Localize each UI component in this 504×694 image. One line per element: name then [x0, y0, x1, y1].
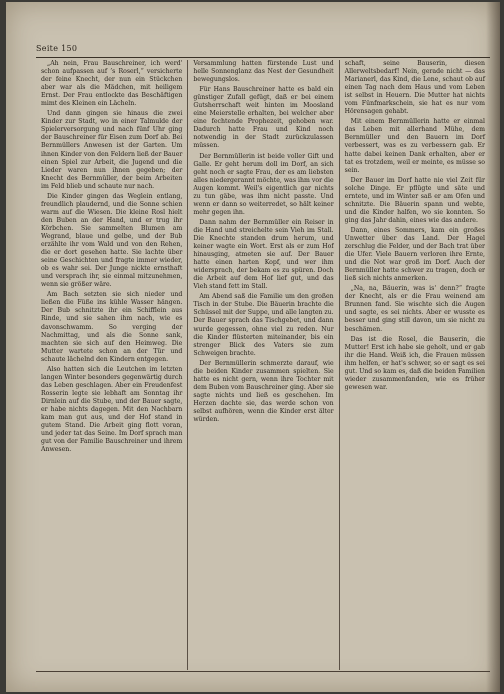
- paragraph: Am Bach setzten sie sich nieder und ließen die Füße ins kühle Wasser hängen. Der Bub schnitzte ihr ein Schifflein aus Rinde, und sie sahen ihm nach, wie es davonschwamm. So verging der Nachmittag, und als die Sonne sank, machten sie sich auf den Heimweg. Die Mutter wartete schon an der Tür und schaute lächelnd den Kindern entgegen.: [41, 291, 183, 363]
- paragraph: Für Hans Bauschreiner hatte es bald ein günstiger Zufall gefügt, daß er bei einem Gutsherrschaft weit hinten im Moosland eine Meierstelle erhalten, bei welcher aber eine fechtende Prophezeit, gehoben war. Dadurch hatte Frau und Kind noch notwendig in der Stadt zurückzulassen müssen.: [193, 86, 334, 150]
- paragraph: schaft, seine Bauserin, diesen Allerweltsbedarf! Nein, gerade nicht — das Marianerl, das Kind, die Lene, schaut ob auf einen Tag nach dem Haus und vom Leben ist selbst in Heuern. Die Mutter hat nichts vom Fünfmarkschein, sie hat es nur vom Hörensagen gehabt.: [344, 60, 485, 116]
- column-2: [187, 60, 338, 670]
- column-1: [36, 60, 187, 670]
- text-columns: [36, 60, 490, 670]
- paragraph: Der Bauer im Dorf hatte nie viel Zeit für solche Dinge. Er pflügte und säte und erntete, und im Winter saß er am Ofen und schnitzte. Die Bäuerin spann und webte, und die Kinder halfen, wo sie konnten. So ging das Jahr dahin, eines wie das andere.: [344, 176, 485, 224]
- header-rule: [36, 57, 490, 58]
- bottom-rule: [36, 671, 490, 672]
- page-header: [36, 44, 490, 56]
- paragraph: Dann nahm der Bernmüller ein Reiser in die Hand und streichelte sein Vieh im Stall. Die Knechte standen drum herum, und keiner wagte ein Wort. Erst als er zum Hof hinausging, atmeten sie auf. Der Bauer hatte einen harten Kopf, und wer ihm widersprach, der bekam es zu spüren. Doch die Arbeit auf dem Hof lief gut, und das Vieh stand fett im Stall.: [193, 218, 334, 291]
- paragraph: Der Bernmüllerin schmerzte darauf, wie die beiden Kinder zusammen spielten. Sie hatte es nicht gern, wenn ihre Tochter mit dem Buben vom Bauschreiner ging. Aber sie sagte nichts und ließ es geschehen. Im Herzen dachte sie, das werde schon von selbst aufhören, wenn die Kinder erst älter würden.: [193, 359, 334, 424]
- paragraph: Versammlung hatten fürstende Lust und helle Sonnenglanz das Nest der Gesundheit bewegungslos.: [193, 60, 334, 84]
- paragraph: Also hatten sich die Leutchen im letzten langen Winter besonders gegenwärtig durch das Leben geschlagen. Aber ein Freudenfest Rosserin legte sie lebhaft am Sonntag ihr Dirnlein auf die Stube, und der Bauer sagte, er habe nichts dagegen. Mit den Nachbarn kam man gut aus, und der Hof stand in gutem Stand. Die Arbeit ging flott voran, und jeder tat das Seine. Im Dorf sprach man gut von der Familie Bauschreiner und ihrem Anwesen.: [41, 365, 183, 454]
- paragraph: Der Bernmüllerin ist beide voller Gift und Galle. Er geht herum doll im Dorf, an sich geht noch er sagte Frau, der es am liebsten alles niedergerannt möchte, was ihm vor die Augen kommt. Weil's eigentlich gar nichts zu tun gäbe, was ihm nicht passte. Und wenn er dann so weiterredet, so hält keiner mehr gegen ihn.: [193, 152, 334, 216]
- paragraph: Am Abend saß die Familie um den großen Tisch in der Stube. Die Bäuerin brachte die Schüssel mit der Suppe, und alle langten zu. Der Bauer sprach das Tischgebet, und dann wurde gegessen, ohne viel zu reden. Nur die Kinder flüsterten miteinander, bis ein strenger Blick des Vaters sie zum Schweigen brachte.: [193, 293, 334, 357]
- column-3: [339, 60, 490, 670]
- page-number: Seite 150: [36, 44, 78, 53]
- paragraph: Die Kinder gingen das Weglein entlang, freundlich plaudernd, und die Sonne schien warm auf die Wiesen. Die kleine Rosl hielt den Buben an der Hand, und er trug ihr Körbchen. Sie sammelten Blumen am Wegrand, blaue und gelbe, und der Bub erzählte ihr vom Wald und von den Rehen, die er dort gesehen hatte. Sie lachte über seine Geschichten und fragte immer wieder, ob es wahr sei. Der Junge nickte ernsthaft und versprach ihr, sie einmal mitzunehmen, wenn sie größer wäre.: [41, 192, 183, 289]
- paragraph: Mit einem Bernmüllerin hatte er einmal das Leben mit allerhand Mühe, dem Bernmüller und den Bauern im Dorf verbessert, was es zu verbessern gab. Er hatte dabei keinen Dank erhalten, aber er tat es trotzdem, weil er meinte, es müsse so sein.: [344, 118, 485, 174]
- paragraph: „Na, na, Bäuerin, was is' denn?“ fragte der Knecht, als er die Frau weinend am Brunnen fand. Sie wischte sich die Augen und sagte, es sei nichts. Aber er wusste es besser und ging still davon, um sie nicht zu beschämen.: [344, 285, 485, 333]
- paragraph: Das ist die Rosel, die Bauserin, die Mutter! Erst ich habe sie geholt, und er gab ihr die Hand. Weiß ich, die Frauen müssen ihm helfen, er hat's schwer, so er sagt es sei gut. Und so kam es, daß die beiden Familien wieder zusammenfanden, wie es früher gewesen war.: [344, 335, 485, 391]
- paragraph: Und dann gingen sie hinaus die zwei Kinder zur Stadt, wo in einer Talmulde der Spielerversorgung und nach fünf Uhr ging der Bauschreiner für Eisen zum Dorf ab. Bei Bernmüllers Anwesen ist der Garten. Um ihnen Kinder von den Feldern ließ der Bauer einen Spiel zur Arbeit, die Jugend und die Lieder waren nun ihnen gegeben; der Knecht des Bernmüller, der beim Arbeiten im Feld blieb und schaute nur nach.: [41, 110, 183, 190]
- paragraph: „Ah nein, Frau Bauschreiner, ich werd' schon aufpassen auf ’s Roserl,“ versicherte der feine Knecht, der nun ein Stückchen aber war als die Mädchen, mit heiligem Ernst. Der Frau entlockte das Beschäftigen mimt des Kleinen ein Lächeln.: [41, 60, 183, 108]
- paragraph: Dann, eines Sommers, kam ein großes Unwetter über das Land. Der Hagel zerschlug die Felder, und der Bach trat über die Ufer. Viele Bauern verloren ihre Ernte, und die Not war groß im Dorf. Auch der Bernmüller hatte schwer zu tragen, doch er ließ sich nichts anmerken.: [344, 226, 485, 283]
- newspaper-page: [6, 2, 500, 692]
